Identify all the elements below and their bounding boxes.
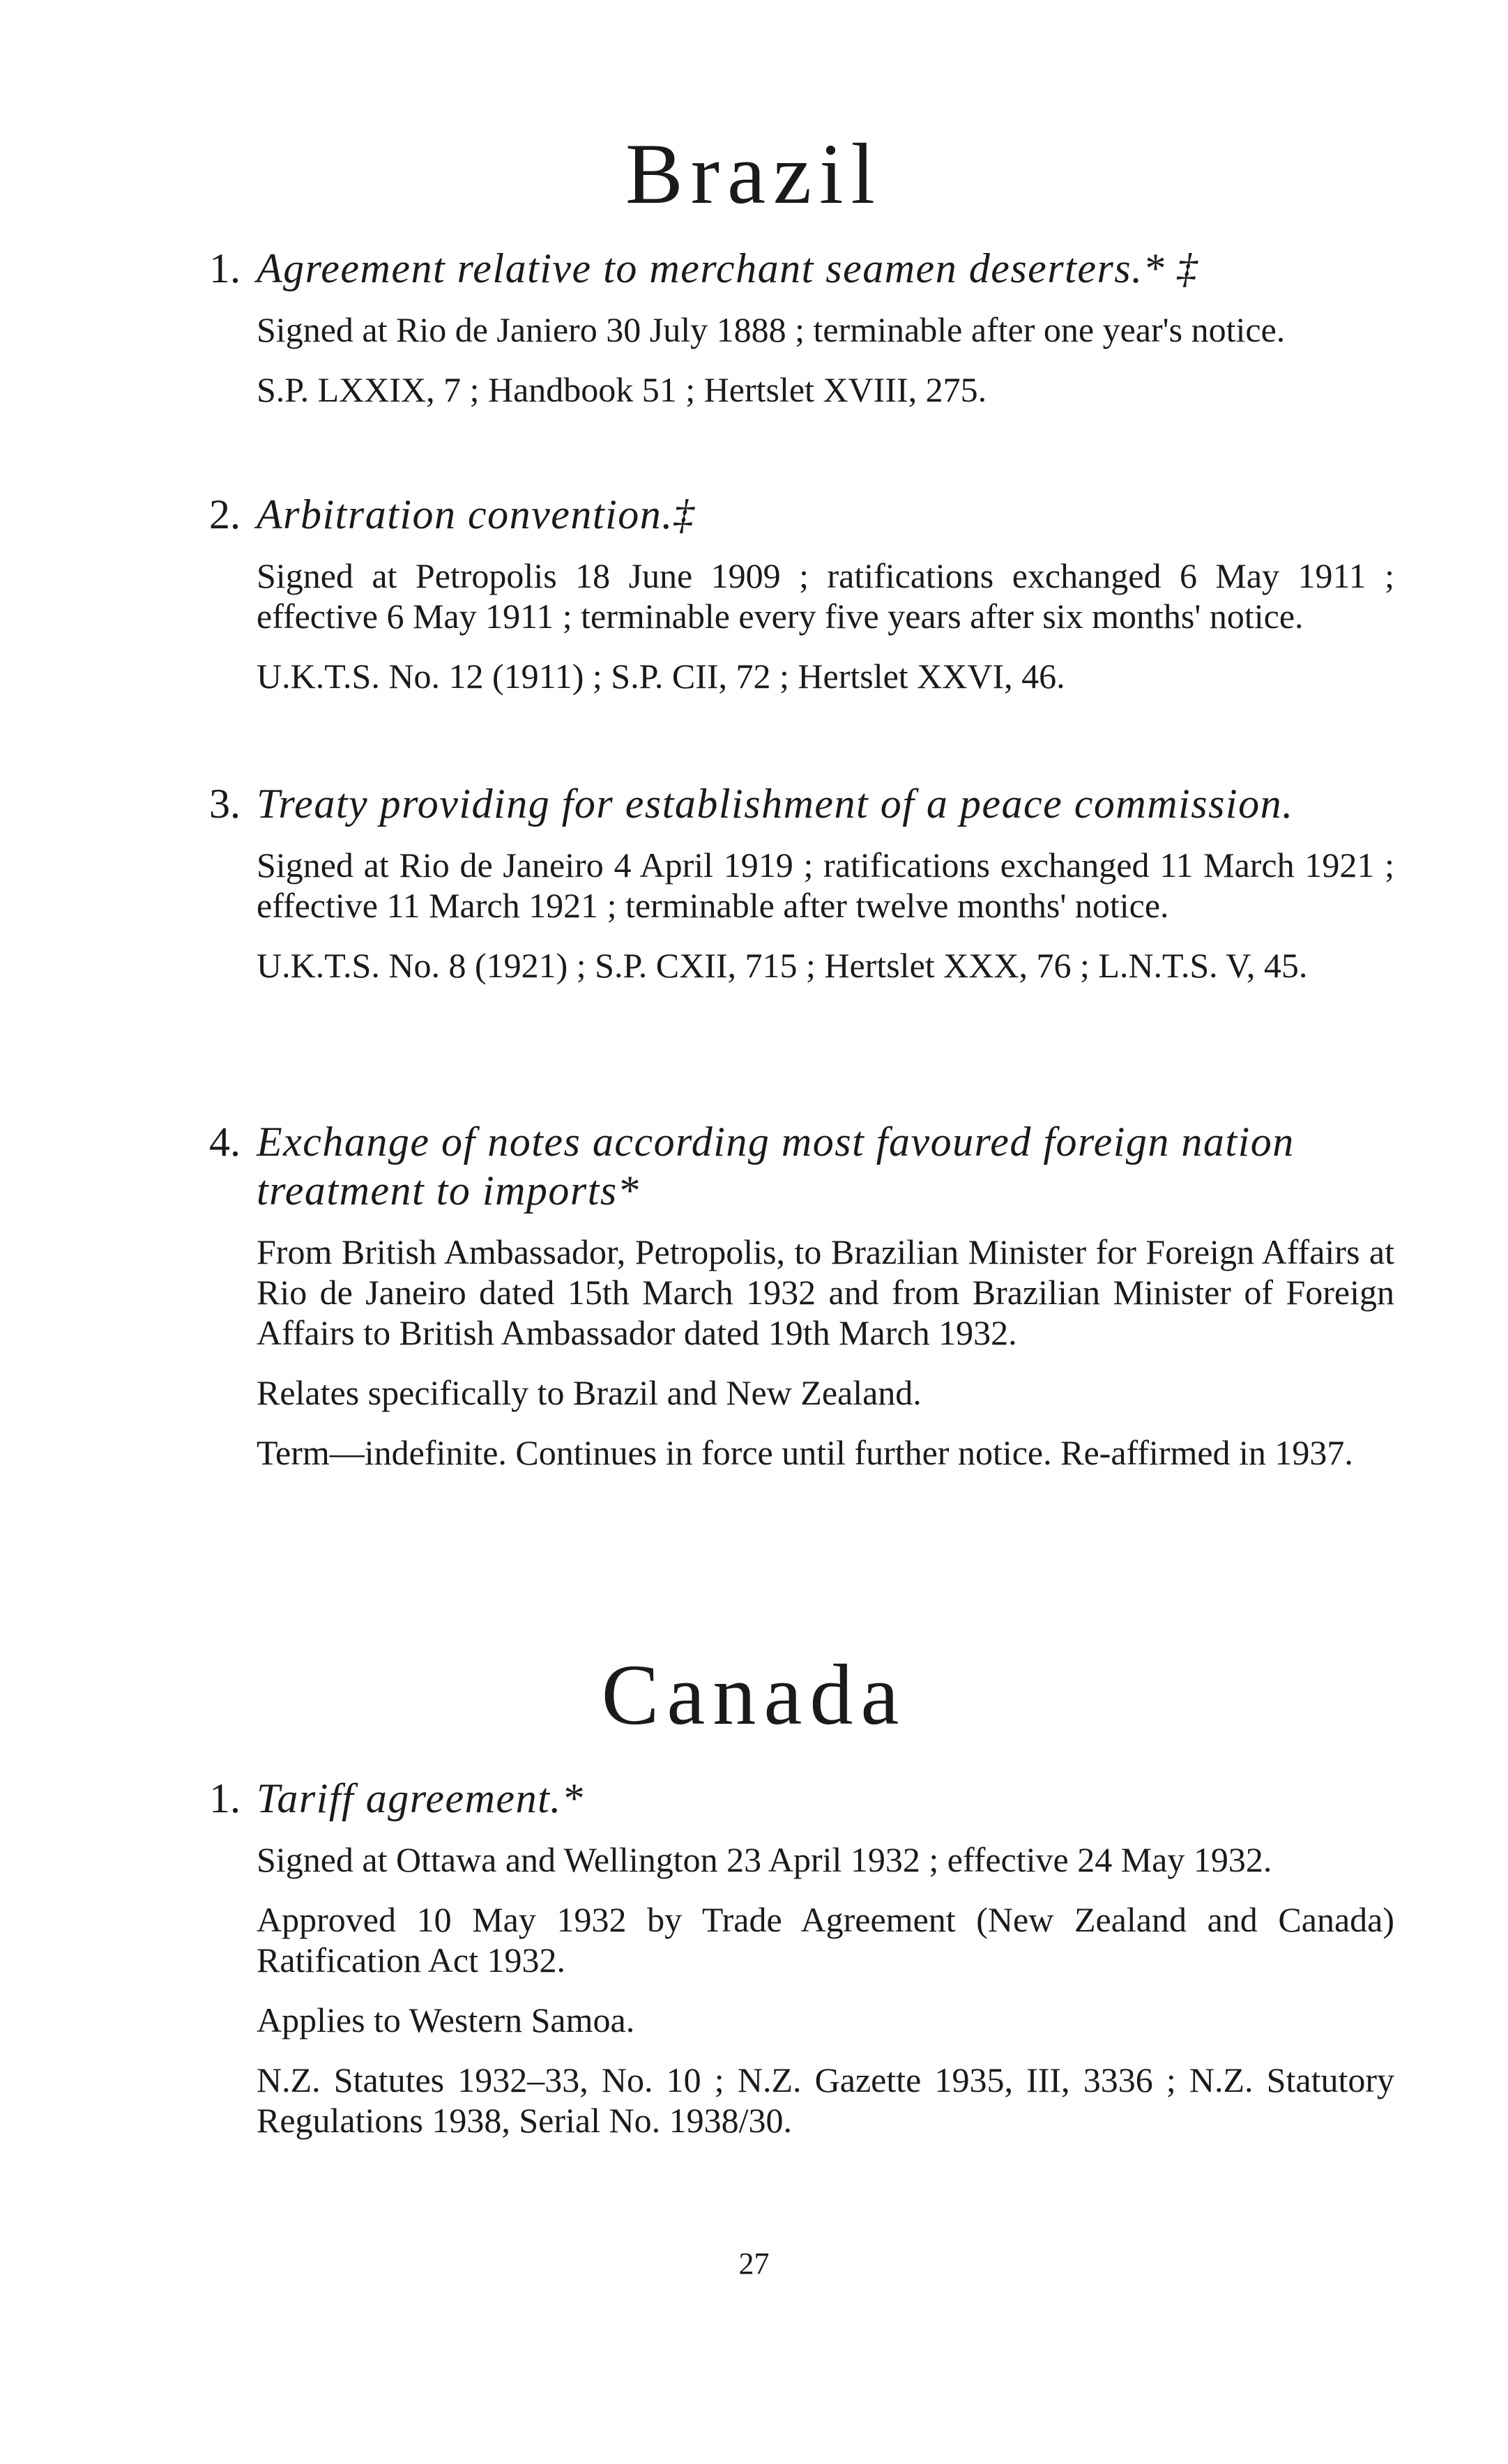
entry-heading [209,779,1394,828]
entry-title: Agreement relative to merchant seamen deserters.* ‡ [257,245,1199,291]
entry-paragraph: S.P. LXXIX, 7 ; Handbook 51 ; Hertslet XVIII, 275. [257,370,987,409]
page-number: 27 [738,2247,770,2281]
section-title-brazil: Brazil [625,126,883,222]
entry-paragraph: Applies to Western Samoa. [257,2000,635,2040]
entry-paragraph: Term—indefinite. Continues in force until further notice. Re-affirmed in 1937. [257,1433,1353,1472]
treaty-entry [209,779,1394,1005]
treaty-entry [209,1117,1394,1492]
treaty-entry [209,1774,1394,2160]
entry-paragraph: Signed at Rio de Janiero 30 July 1888 ; terminable after one year's notice. [257,310,1286,349]
entry-title: Arbitration convention.‡ [257,491,696,537]
entry-paragraph: Approved 10 May 1932 by Trade Agreement (New Zealand and Canada) Ratification Act 1932. [257,1900,1394,1980]
entry-title: Treaty providing for establishment of a peace commission. [257,781,1294,827]
entry-paragraph: N.Z. Statutes 1932–33, No. 10 ; N.Z. Gazette 1935, III, 3336 ; N.Z. Statutory Regulations 1938, Serial No. 1938/30. [257,2060,1394,2140]
entry-number: 3. [209,781,241,827]
entry-title: Tariff agreement.* [257,1775,584,1821]
treaty-entry [209,244,1394,429]
treaty-entry [209,490,1394,716]
entry-heading [209,1117,1394,1215]
entry-paragraph: Relates specifically to Brazil and New Zealand. [257,1373,922,1412]
entry-paragraph: U.K.T.S. No. 12 (1911) ; S.P. CII, 72 ; Hertslet XXVI, 46. [257,657,1065,696]
entry-paragraph: U.K.T.S. No. 8 (1921) ; S.P. CXII, 715 ; Hertslet XXX, 76 ; L.N.T.S. V, 45. [257,946,1308,985]
entry-paragraph: Signed at Ottawa and Wellington 23 April 1932 ; effective 24 May 1932. [257,1840,1272,1879]
entry-heading [209,1774,1394,1823]
entry-paragraph: From British Ambassador, Petropolis, to Brazilian Minister for Foreign Affairs at Rio de Janeiro dated 15th March 1932 and from Brazilian Minister of Foreign Affairs to British Ambassador dated 19th March 1932. [257,1232,1394,1352]
entry-number: 1. [209,245,241,291]
entry-number: 4. [209,1119,241,1165]
entry-number: 2. [209,491,241,537]
entry-paragraph: Signed at Rio de Janeiro 4 April 1919 ; ratifications exchanged 11 March 1921 ; effective 11 March 1921 ; terminable after twelve months' notice. [257,845,1394,925]
entry-heading [209,244,1394,293]
entry-heading [209,490,1394,539]
entry-title: Exchange of notes according most favoured foreign nation treatment to imports* [257,1119,1295,1214]
entry-number: 1. [209,1775,241,1821]
section-title-canada: Canada [601,1647,907,1743]
entry-paragraph: Signed at Petropolis 18 June 1909 ; ratifications exchanged 6 May 1911 ; effective 6 May 1911 ; terminable every five years after six months' notice. [257,556,1394,636]
